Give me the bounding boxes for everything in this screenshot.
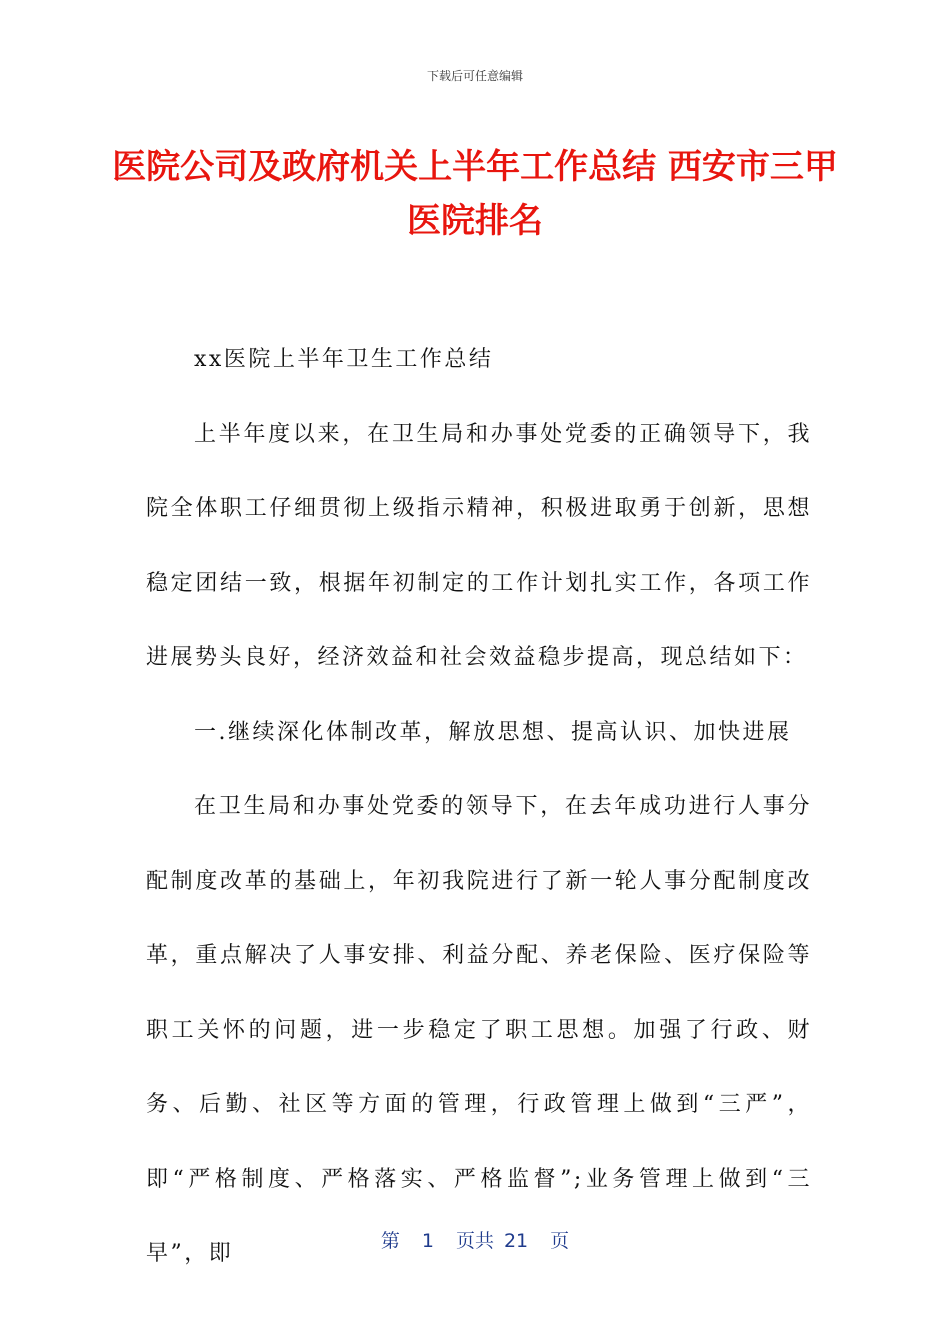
- header-note: 下载后可任意编辑: [426, 69, 523, 83]
- footer-page-middle: 页共: [455, 1230, 494, 1252]
- paragraph-body: 在卫生局和办事处党委的领导下，在去年成功进行人事分配制度改革的基础上，年初我院进行了新一轮人事分配制度改革，重点解决了人事安排、利益分配、养老保险、医疗保险等职工关怀的问题，进一步稳定了职工思想。加强了行政、财务、后勤、社区等方面的管理，行政管理上做到“三严”，即“严格制度、严格落实、严格监督”;业务管理上做到“三早”，即: [146, 794, 812, 1266]
- footer-page-number: 1: [421, 1230, 434, 1252]
- footer-page-prefix: 第: [380, 1230, 400, 1252]
- page-footer: [0, 1226, 950, 1253]
- document-title: 医院公司及政府机关上半年工作总结 西安市三甲医院排名: [112, 147, 838, 241]
- footer-page-total: 21: [503, 1230, 529, 1252]
- footer-page-suffix: 页: [550, 1230, 570, 1252]
- paragraph-section-heading: 一.继续深化体制改革，解放思想、提高认识、加快进展: [194, 719, 792, 745]
- paragraph-intro: 上半年度以来，在卫生局和办事处党委的正确领导下，我院全体职工仔细贯彻上级指示精神，积极进取勇于创新，思想稳定团结一致，根据年初制定的工作计划扎实工作，各项工作进展势头良好，经济效益和社会效益稳步提高，现总结如下：: [146, 421, 812, 670]
- document-body: [146, 323, 812, 1292]
- paragraph-subtitle: xx医院上半年卫生工作总结: [194, 347, 494, 372]
